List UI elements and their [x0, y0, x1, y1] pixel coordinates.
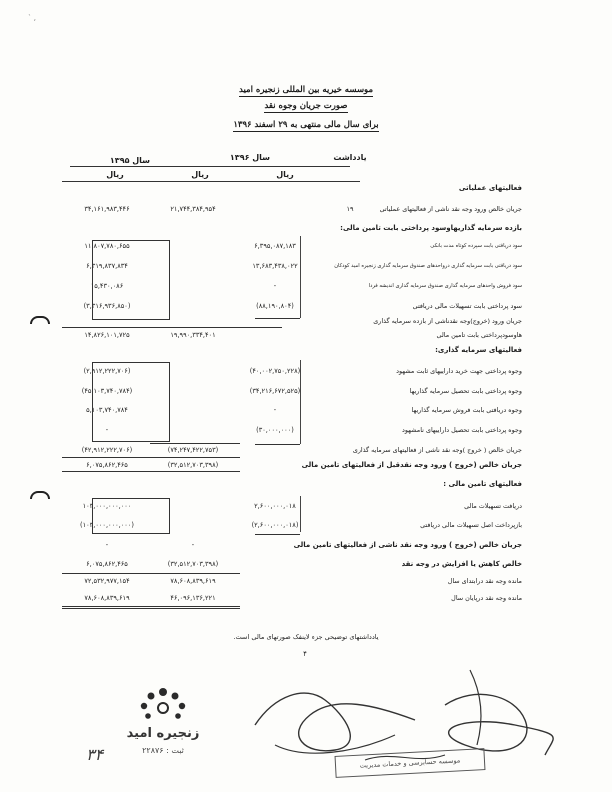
company-title: [200, 85, 412, 95]
row-value-current-total: (۳۲,۵۱۲,۷۰۳,۳۹۸): [167, 560, 219, 568]
row-value-current: -: [273, 406, 277, 414]
row-label: مانده وجه نقد درپایان سال: [451, 594, 522, 602]
handwritten-page-mark: ۳۴: [86, 745, 104, 764]
table-row: [10, 558, 522, 572]
prior-year-box-returns: [92, 240, 170, 320]
logo-wordmark: زنجیره امید: [126, 726, 200, 741]
table-row: [10, 575, 522, 589]
page-number: ۴: [303, 650, 307, 658]
row-value-prior: ۷۲,۵۳۲,۹۷۷,۱۵۴: [84, 577, 130, 585]
subtotal-rule-1: [62, 327, 282, 328]
row-value-current-total: ۴۶,۰۹۶,۱۳۶,۲۲۱: [170, 594, 216, 602]
table-row: [10, 300, 522, 314]
statement-title-text: صورت جریان وجوه نقد: [264, 101, 348, 111]
row-value-prior: (۳,۳۱۶,۹۳۶,۸۵۰): [83, 302, 131, 310]
binder-hole: [30, 491, 50, 499]
row-note: ۱۹: [346, 205, 354, 213]
row-value-current: -: [273, 282, 277, 290]
prior-year-box-financing: [92, 498, 170, 534]
row-value-current-total: ۷۸,۶۰۸,۸۳۹,۶۱۹: [170, 577, 216, 585]
total-rule-1: [62, 606, 240, 607]
row-value-current: (۲,۶۰۰,۰۰۰,۰۱۸): [251, 521, 299, 529]
row-value-prior: (۴۲,۹۱۲,۲۲۲,۷۰۶): [81, 446, 133, 454]
period-title-text: برای سال مالی منتهی به ۲۹ اسفند ۱۳۹۶: [233, 120, 379, 130]
table-row: [10, 519, 522, 533]
row-value-prior: ۳۴,۱۶۱,۹۸۳,۴۴۶: [84, 205, 130, 213]
row-value-current: ۱۳,۶۸۳,۴۳۸,۰۲۲: [252, 262, 298, 270]
row-value-prior: -: [105, 541, 109, 549]
row-label: سود دریافتی بابت سرمایه گذاری درواحدهای صندوق سرمایه گذاری زنجیره امید کودکان: [334, 263, 522, 269]
row-label: سود دریافتی بابت سپرده کوتاه مدت بانکی: [430, 243, 522, 249]
table-row: [10, 424, 522, 438]
table-row: [10, 404, 522, 418]
prior-year-box-investing: [92, 362, 170, 442]
row-value-current: (۴۰,۰۰۲,۷۵۰,۲۲۸): [249, 367, 301, 375]
row-label: بازده سرمایه گذاریهاوسود پرداختی بابت تامین مالی:: [340, 224, 522, 232]
rule-current-financing-bottom: [255, 534, 300, 535]
row-value-current: ۶,۳۹۵,۰۸۷,۱۸۳: [254, 242, 296, 250]
row-label: سود فروش واحدهای سرمایه گذاری صندوق سرمایه گذاری اندیشه فردا: [368, 283, 522, 289]
row-label: وجوه پرداختی بابت تحصیل سرمایه گذاریها: [409, 387, 522, 395]
registration-number: ثبت : ۲۲۸۷۶: [142, 746, 184, 755]
table-row: [10, 182, 522, 196]
row-value-current-total: ۱۹,۹۹۰,۳۳۴,۴۰۱: [170, 331, 216, 339]
row-value-current: (۳۰,۰۰۰,۰۰۰): [256, 426, 294, 434]
row-value-prior: ۷۸,۶۰۸,۸۳۹,۶۱۹: [84, 594, 130, 602]
row-value-prior: ۶,۰۷۵,۸۶۲,۴۶۵: [86, 560, 128, 568]
rule-current-financing: [300, 496, 301, 532]
year-prior-header: سال ۱۳۹۵: [109, 156, 151, 165]
row-value-prior: (۲,۹۱۲,۲۲۲,۷۰۶): [83, 367, 131, 375]
row-value-prior: ۵,۱۰۳,۷۴۰,۷۸۴: [86, 406, 128, 414]
row-label: سود پرداختی بابت تسهیلات مالی دریافتی: [412, 302, 522, 310]
row-value-prior: ۱۴,۸۲۶,۱۰۱,۷۲۵: [84, 331, 130, 339]
row-value-prior: ۱۱,۸۰۷,۷۸۰,۶۵۵: [84, 242, 130, 250]
table-row: [10, 444, 522, 458]
footer-note: یادداشتهای توضیحی جزء لاینفک صورتهای مالی است.: [233, 633, 379, 641]
table-row: [10, 365, 522, 379]
row-label: مانده وجه نقد درابتدای سال: [447, 577, 522, 585]
year-current-header: سال ۱۳۹۶: [229, 153, 271, 162]
table-row: [10, 539, 522, 553]
row-value-prior: (۱۰۳,۰۰۰,۰۰۰,۰۰۰): [80, 521, 134, 529]
row-value-prior: ۱۰۳,۰۰۰,۰۰۰,۰۰۰: [82, 502, 132, 510]
row-label: وجوه پرداختی بابت تحصیل داراییهای نامشهود: [402, 426, 522, 434]
subtotal-rule-3: [62, 457, 240, 458]
row-value-prior: ۶,۳۱۹,۸۳۷,۸۳۴: [86, 262, 128, 270]
company-title-text: موسسه خیریه بین المللی زنجیره امید: [238, 85, 374, 95]
total-rule-2: [62, 608, 240, 609]
table-row: [10, 500, 522, 514]
table-row: [10, 478, 522, 492]
table-row: [10, 329, 522, 343]
table-row: [10, 240, 522, 254]
table-row: [10, 280, 522, 294]
currency-header-c1: ریال: [276, 170, 294, 179]
note-column-header: یادداشت: [333, 153, 367, 162]
row-value-current: ۲,۶۰۰,۰۰۰,۰۱۸: [254, 502, 296, 510]
header-rule-current: [150, 166, 350, 167]
row-value-prior: -: [105, 426, 109, 434]
table-row: [10, 222, 522, 236]
row-label: فعالیتهای تامین مالی :: [443, 480, 522, 488]
table-row: [10, 592, 522, 606]
row-label: فعالیتهای عملیاتی: [458, 184, 522, 192]
row-label: جریان خالص ( خروج )وجه نقد ناشی از فعالیتهای سرمایه گذاری: [352, 446, 522, 454]
subtotal-rule-2: [150, 443, 240, 444]
row-label: بازپرداخت اصل تسهیلات مالی دریافتی: [420, 521, 522, 529]
row-label: هاوسودپرداختی بابت تامین مالی: [436, 331, 522, 339]
currency-header-c3: ریال: [106, 170, 124, 179]
subtotal-rule-4: [62, 471, 240, 472]
row-label: جریان خالص (خروج ) ورود وجه نقد ناشی از فعالیتهای تامین مالی: [293, 541, 522, 549]
row-value-current-total: (۳۲,۵۱۲,۷۰۳,۳۹۸): [167, 461, 219, 469]
row-label: فعالیتهای سرمایه گذاری:: [435, 346, 522, 354]
auditor-stamp: موسسه حسابرسی و خدمات مدیریت: [335, 748, 486, 778]
subtotal-rule-5: [62, 573, 240, 574]
rule-current-investing: [300, 360, 301, 444]
header-rule-prior: [70, 166, 160, 167]
row-label: جریان خالص (خروج ) ورود وجه نقدقبل از فعالیتهای تامین مالی: [301, 461, 522, 469]
rule-current-returns: [300, 236, 301, 318]
row-label: جریان خالص ورود وجه نقد ناشی از فعالیتهای عملیاتی: [379, 205, 522, 213]
table-row: [10, 203, 522, 217]
binder-hole: [30, 316, 50, 324]
row-label: دریافت تسهیلات مالی: [464, 502, 522, 510]
row-value-current-total: ۲۱,۷۴۴,۳۸۴,۹۵۴: [170, 205, 216, 213]
rule-current-returns-bottom: [255, 318, 300, 319]
row-value-prior: (۴۵,۱۰۳,۷۴۰,۷۸۴): [81, 387, 133, 395]
table-row: [10, 260, 522, 274]
table-row: [10, 385, 522, 399]
row-value-current-total: -: [191, 541, 195, 549]
row-value-current-total: (۷۴,۲۴۷,۴۲۲,۷۵۳): [167, 446, 219, 454]
row-label: وجوه دریافتی بابت فروش سرمایه گذاریها: [411, 406, 522, 414]
row-label: وجوه پرداختی جهت خرید داراییهای ثابت مشهود: [396, 367, 522, 375]
row-value-prior: ۶,۰۷۵,۸۶۲,۴۶۵: [86, 461, 128, 469]
currency-header-c2: ریال: [191, 170, 209, 179]
row-label: جریان ورود (خروج)وجه نقدناشی از بازده سرمایه گذاری: [373, 317, 522, 325]
row-value-current: (۸۸,۱۹۰,۸۰۴): [256, 302, 294, 310]
row-label: خالص کاهش یا افزایش در وجه نقد: [401, 560, 522, 568]
statement-title: [200, 101, 412, 111]
corner-mark: ` ,: [28, 14, 36, 22]
period-title: [200, 120, 412, 130]
row-value-prior: ۱۵,۴۳۰,۰۸۶: [90, 282, 124, 290]
rule-current-investing-bottom: [255, 444, 300, 445]
table-row: [10, 344, 522, 358]
row-value-current: (۳۴,۲۱۶,۶۷۲,۵۲۵): [249, 387, 301, 395]
